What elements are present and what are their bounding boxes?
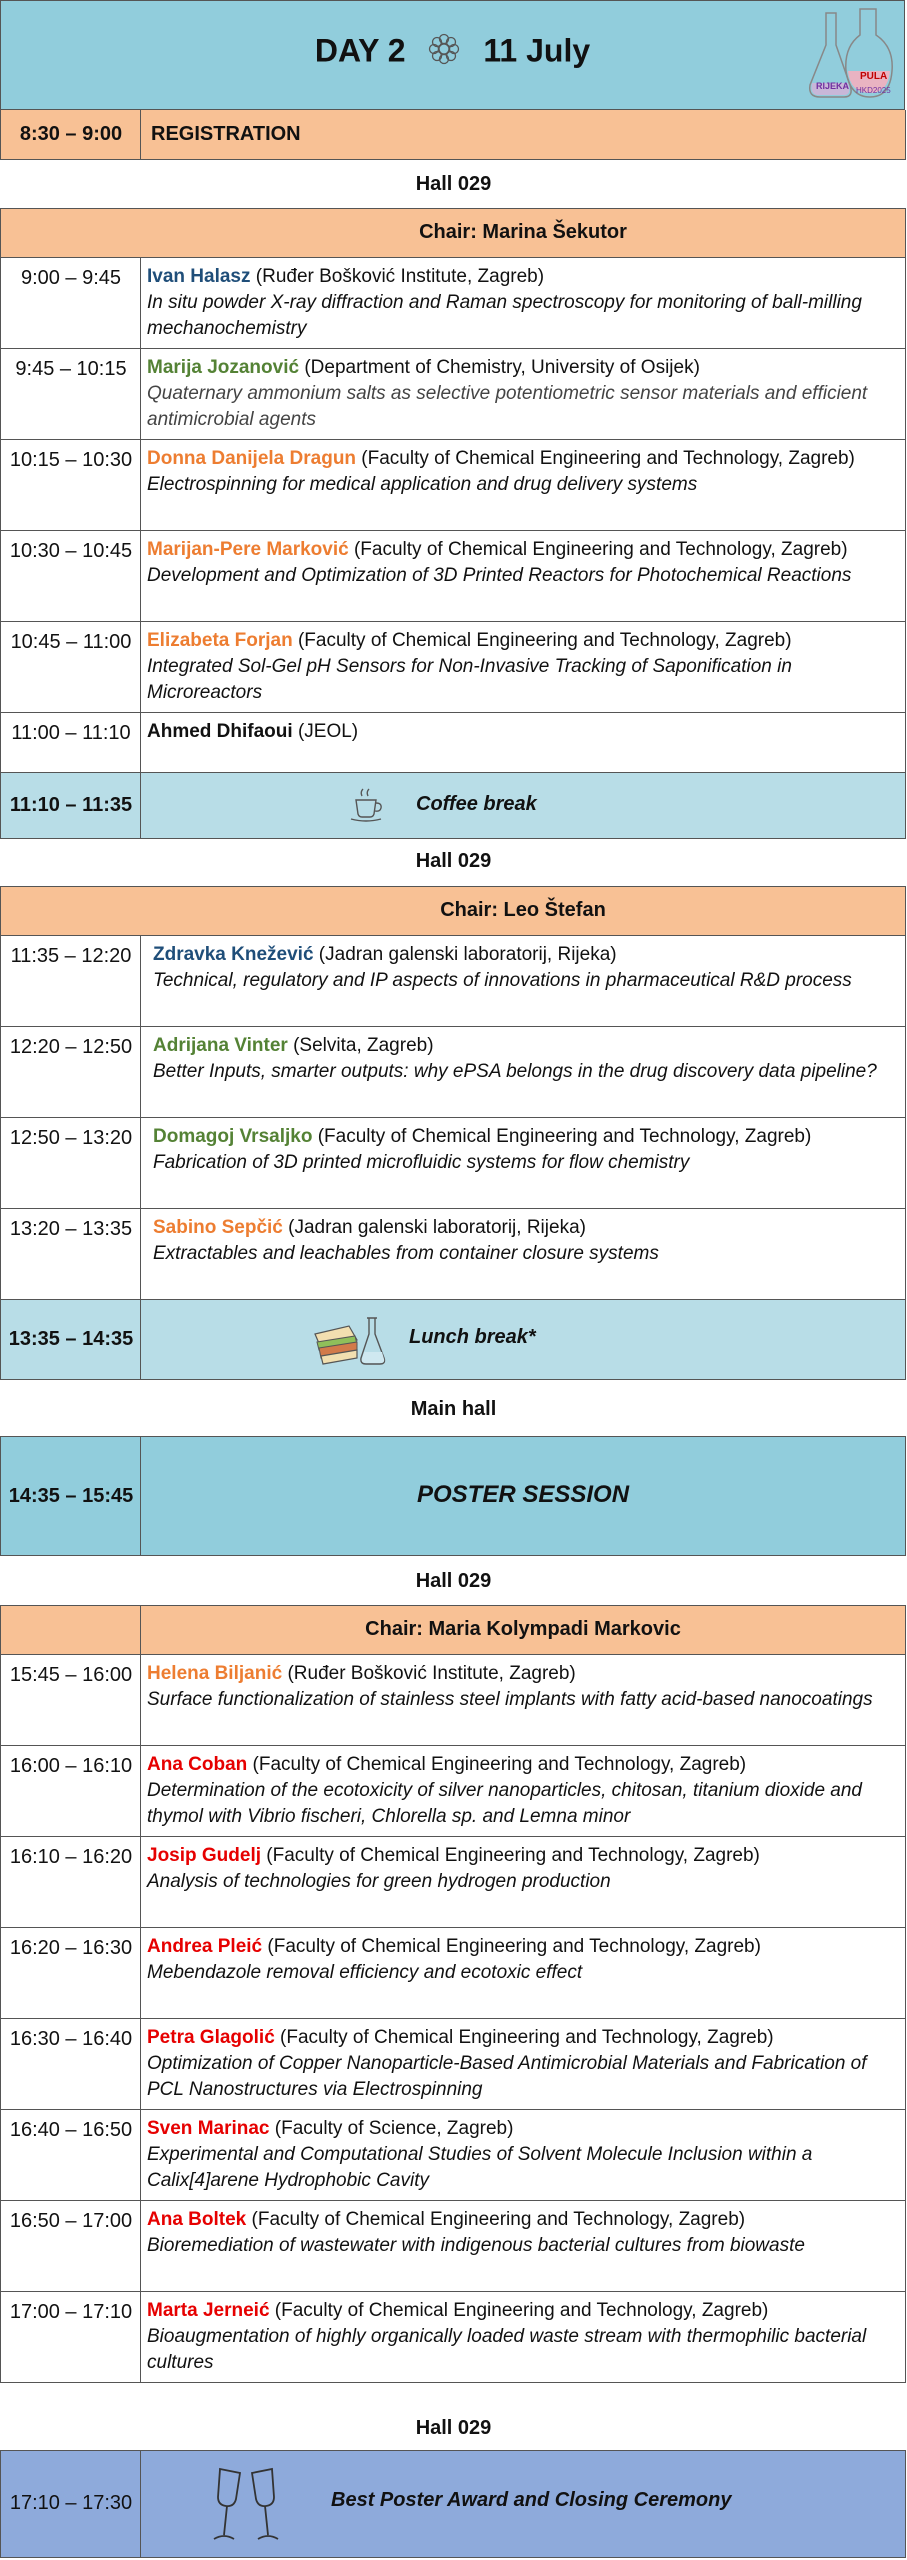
- talk-row: [0, 1209, 906, 1300]
- speaker-affiliation: (Faculty of Chemical Engineering and Technology, Zagreb): [262, 1936, 761, 1957]
- talk-time: 11:35 – 12:20: [10, 945, 132, 967]
- flower-icon: [426, 31, 462, 75]
- talk-title: In situ powder X-ray diffraction and Raman spectroscopy for monitoring of ball-milling mechanochemistry: [147, 292, 862, 339]
- talk-time: 16:00 – 16:10: [9, 1755, 133, 1777]
- talk-row: [0, 2292, 906, 2383]
- speaker-name: Marijan-Pere Marković: [147, 539, 349, 560]
- speaker-affiliation: (Faculty of Chemical Engineering and Technology, Zagreb): [261, 1845, 760, 1866]
- talk-row: [0, 1118, 906, 1209]
- talk-title: Determination of the ecotoxicity of silver nanoparticles, chitosan, titanium dioxide and thymol with Vibrio fischeri, Chlorella sp. and Lemna minor: [147, 1780, 862, 1827]
- speaker-name: Domagoj Vrsaljko: [153, 1126, 313, 1147]
- talk-title: Extractables and leachables from container closure systems: [153, 1243, 659, 1264]
- speaker-affiliation: (Ruđer Bošković Institute, Zagreb): [250, 266, 545, 287]
- hall-label: Hall 029: [415, 2417, 492, 2439]
- lunch-break-row: [0, 1300, 906, 1380]
- speaker-affiliation: (Jadran galenski laboratorij, Rijeka): [282, 1217, 586, 1238]
- chair-label: Chair: Maria Kolympadi Markovic: [365, 1618, 681, 1640]
- talk-row: [0, 258, 906, 349]
- talk-time: 9:00 – 9:45: [20, 267, 122, 289]
- talk-time: 10:45 – 11:00: [10, 631, 132, 653]
- poster-session-row: [0, 1436, 906, 1556]
- talk-time: 15:45 – 16:00: [9, 1664, 133, 1686]
- speaker-name: Ana Boltek: [147, 2209, 247, 2230]
- champagne-glasses-icon: [206, 2463, 286, 2554]
- talk-title: Bioaugmentation of highly organically loaded waste stream with thermophilic bacterial cultures: [147, 2326, 867, 2373]
- coffee-cup-icon: [346, 784, 386, 829]
- talk-time: 16:20 – 16:30: [9, 1937, 133, 1959]
- closing-time: 17:10 – 17:30: [9, 2492, 133, 2514]
- registration-row: [0, 110, 906, 160]
- speaker-affiliation: (Jadran galenski laboratorij, Rijeka): [313, 944, 617, 965]
- talk-time: 11:00 – 11:10: [11, 722, 131, 744]
- break-label: Coffee break: [416, 793, 537, 815]
- talk-time: 12:50 – 13:20: [9, 1127, 133, 1149]
- chair-row: [0, 886, 906, 936]
- break-time: 11:10 – 11:35: [9, 794, 133, 816]
- speaker-name: Ahmed Dhifaoui: [147, 721, 293, 742]
- talk-row: [0, 2019, 906, 2110]
- talk-time: 12:20 – 12:50: [9, 1036, 133, 1058]
- talk-row: [0, 1928, 906, 2019]
- talk-title: Experimental and Computational Studies of Solvent Molecule Inclusion within a Calix[4]arene Hydrophobic Cavity: [147, 2144, 813, 2191]
- talk-title: Integrated Sol-Gel pH Sensors for Non-Invasive Tracking of Saponification in Microreactors: [147, 656, 792, 703]
- page-header: [0, 0, 905, 110]
- talk-row: [0, 2110, 906, 2201]
- break-label: Lunch break*: [409, 1326, 536, 1348]
- talk-title: Technical, regulatory and IP aspects of innovations in pharmaceutical R&D process: [153, 970, 852, 991]
- talk-time: 16:10 – 16:20: [9, 1846, 133, 1868]
- speaker-name: Helena Biljanić: [147, 1663, 283, 1684]
- registration-label: REGISTRATION: [151, 123, 301, 145]
- speaker-affiliation: (Faculty of Chemical Engineering and Technology, Zagreb): [356, 448, 855, 469]
- svg-text:RIJEKA: RIJEKA: [816, 81, 850, 91]
- chair-label: Chair: Leo Štefan: [440, 899, 606, 921]
- speaker-name: Ivan Halasz: [147, 266, 251, 287]
- chair-label: Chair: Marina Šekutor: [419, 221, 627, 243]
- talk-row: [0, 1027, 906, 1118]
- talk-time: 10:30 – 10:45: [9, 540, 133, 562]
- speaker-affiliation: (Faculty of Chemical Engineering and Technology, Zagreb): [292, 630, 792, 651]
- talk-row: [0, 349, 906, 440]
- talk-time: 16:50 – 17:00: [9, 2210, 133, 2232]
- header-title: [1, 31, 904, 75]
- speaker-affiliation: (Ruđer Bošković Institute, Zagreb): [282, 1663, 576, 1684]
- talk-title: Electrospinning for medical application and drug delivery systems: [147, 474, 698, 495]
- day-label: DAY 2: [314, 32, 406, 69]
- speaker-name: Ana Coban: [147, 1754, 248, 1775]
- talk-time: 9:45 – 10:15: [15, 358, 127, 380]
- coffee-break-row: [0, 773, 906, 839]
- talk-title: Bioremediation of wastewater with indigenous bacterial cultures from biowaste: [147, 2235, 805, 2256]
- talk-time: 16:40 – 16:50: [9, 2119, 133, 2141]
- closing-ceremony-row: [0, 2450, 906, 2558]
- hall-label: Hall 029: [415, 1570, 492, 1592]
- speaker-name: Josip Gudelj: [147, 1845, 262, 1866]
- talk-time: 17:00 – 17:10: [9, 2301, 133, 2323]
- date-label: 11 July: [483, 32, 591, 69]
- hall-label: Hall 029: [415, 850, 492, 872]
- talk-title: Quaternary ammonium salts as selective potentiometric sensor materials and efficient antimicrobial agents: [147, 383, 868, 430]
- talk-title: Development and Optimization of 3D Printed Reactors for Photochemical Reactions: [147, 565, 852, 586]
- chair-row: [0, 1605, 906, 1655]
- speaker-affiliation: (JEOL): [292, 721, 359, 742]
- speaker-name: Petra Glagolić: [147, 2027, 275, 2048]
- speaker-affiliation: (Faculty of Chemical Engineering and Technology, Zagreb): [247, 1754, 747, 1775]
- talk-row: [0, 440, 906, 531]
- talk-row: [0, 2201, 906, 2292]
- talk-title: Better Inputs, smarter outputs: why ePSA belongs in the drug discovery data pipeline?: [153, 1061, 877, 1082]
- speaker-affiliation: (Faculty of Chemical Engineering and Technology, Zagreb): [246, 2209, 746, 2230]
- talk-row: [0, 713, 906, 773]
- speaker-name: Donna Danijela Dragun: [147, 448, 357, 469]
- closing-label: Best Poster Award and Closing Ceremony: [331, 2489, 732, 2511]
- speaker-affiliation: (Selvita, Zagreb): [287, 1035, 434, 1056]
- svg-text:HKD2025: HKD2025: [856, 86, 891, 95]
- talk-time: 16:30 – 16:40: [9, 2028, 133, 2050]
- talk-row: [0, 936, 906, 1027]
- talk-title: Fabrication of 3D printed microfluidic systems for flow chemistry: [153, 1152, 690, 1173]
- lunch-icon: [311, 1312, 387, 1373]
- speaker-affiliation: (Faculty of Chemical Engineering and Technology, Zagreb): [269, 2300, 769, 2321]
- talk-row: [0, 531, 906, 622]
- speaker-affiliation: (Department of Chemistry, University of Osijek): [299, 357, 700, 378]
- talk-row: [0, 1746, 906, 1837]
- svg-text:PULA: PULA: [860, 71, 888, 82]
- speaker-affiliation: (Faculty of Science, Zagreb): [269, 2118, 514, 2139]
- talk-time: 13:20 – 13:35: [9, 1218, 133, 1240]
- break-time: 13:35 – 14:35: [8, 1328, 134, 1350]
- chair-row: [0, 208, 906, 258]
- speaker-name: Marta Jerneić: [147, 2300, 270, 2321]
- talk-title: Mebendazole removal efficiency and ecotoxic effect: [147, 1962, 583, 1983]
- speaker-affiliation: (Faculty of Chemical Engineering and Technology, Zagreb): [348, 539, 848, 560]
- conference-logo: [804, 5, 894, 112]
- speaker-affiliation: (Faculty of Chemical Engineering and Technology, Zagreb): [274, 2027, 774, 2048]
- poster-time: 14:35 – 15:45: [8, 1485, 134, 1507]
- talk-row: [0, 1655, 906, 1746]
- talk-title: Optimization of Copper Nanoparticle-Based Antimicrobial Materials and Fabrication of PCL Nanostructures via Electrospinning: [147, 2053, 867, 2100]
- hall-label: Hall 029: [415, 173, 492, 195]
- speaker-name: Sabino Sepčić: [153, 1217, 283, 1238]
- talk-row: [0, 1837, 906, 1928]
- poster-label: POSTER SESSION: [416, 1481, 630, 1508]
- talk-time: 10:15 – 10:30: [9, 449, 133, 471]
- talk-title: Analysis of technologies for green hydrogen production: [147, 1871, 611, 1892]
- talk-title: Surface functionalization of stainless steel implants with fatty acid-based nanocoatings: [147, 1689, 873, 1710]
- speaker-name: Adrijana Vinter: [153, 1035, 288, 1056]
- talk-row: [0, 622, 906, 713]
- hall-label: Main hall: [410, 1398, 497, 1420]
- registration-time: 8:30 – 9:00: [19, 123, 123, 145]
- speaker-name: Marija Jozanović: [147, 357, 300, 378]
- speaker-name: Elizabeta Forjan: [147, 630, 293, 651]
- speaker-name: Andrea Pleić: [147, 1936, 263, 1957]
- speaker-name: Zdravka Knežević: [153, 944, 314, 965]
- speaker-affiliation: (Faculty of Chemical Engineering and Technology, Zagreb): [312, 1126, 812, 1147]
- speaker-name: Sven Marinac: [147, 2118, 270, 2139]
